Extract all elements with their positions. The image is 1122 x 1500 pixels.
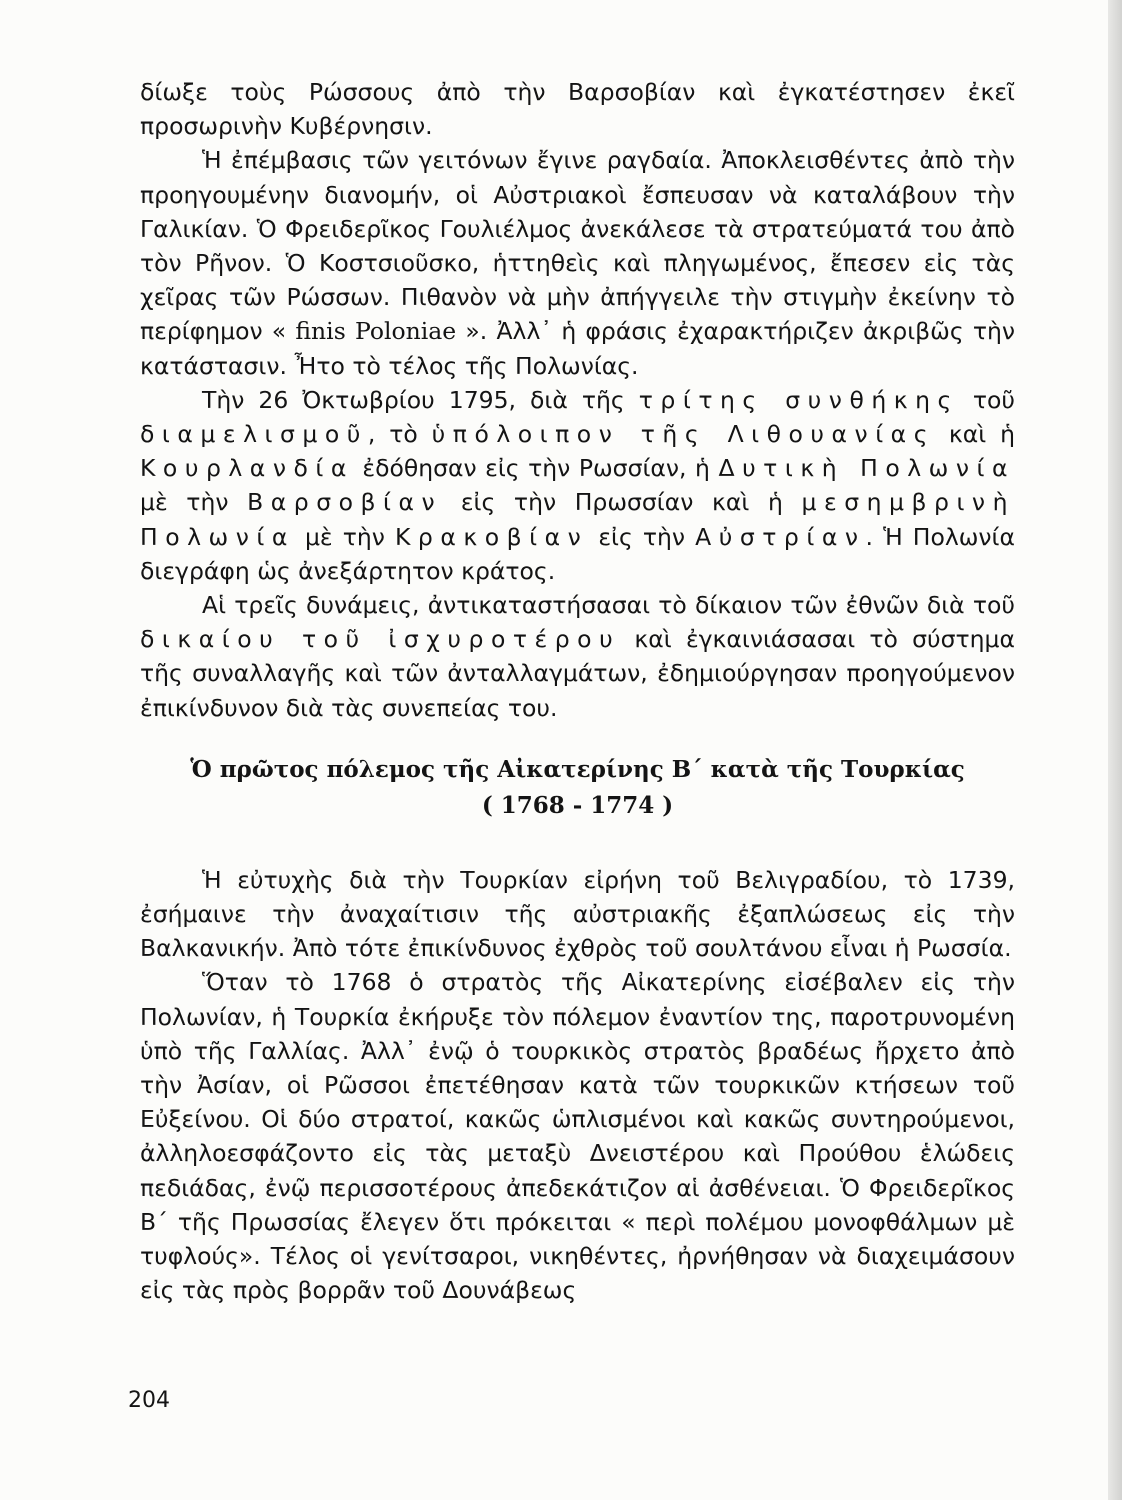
text-run: Ὅταν τὸ 1768 ὁ στρατὸς τῆς Αἰκατερίνης εἰσέβαλεν εἰς τὴν Πολωνίαν, ἡ Τουρκία ἐκήρυξε τὸν πόλεμον ἐναντίον της, παροτρυνομένη ὑπὸ τῆς Γαλλίας. Ἀλλ᾽ ἐνῷ ὁ τουρκικὸς στρατὸς βραδέως ἤρχετο ἀπὸ τὴν Ἀσίαν, οἱ Ρῶσσοι ἐπετέθησαν κατὰ τῶν τουρκικῶν κτήσεων τοῦ Εὐξείνου. Οἱ δύο στρατοί, κακῶς ὡπλισμένοι καὶ κακῶς συντηρούμενοι, ἀλληλοεσφάζοντο εἰς τὰς μεταξὺ Δνειστέρου καὶ Προύθου ἑλώδεις πεδιάδας, ἐνῷ περισσοτέρους ἀπεδεκάτιζον αἱ ἀσθένειαι. Ὁ Φρειδερῖκος Β΄ τῆς Πρωσσίας ἔλεγεν ὅτι πρόκειται « περὶ πολέμου μονοφθάλμων μὲ τυφλούς». Τέλος οἱ γενίτσαροι, νικηθέντες, ἠρνήθησαν νὰ διαχειμάσουν εἰς τὰς πρὸς βορρᾶν τοῦ Δουνάβεως xyxy=(140,968,1015,1305)
bottom-paragraphs xyxy=(140,863,1015,1308)
latin-quote-text: finis Poloniae xyxy=(295,317,457,346)
body-text xyxy=(140,75,1015,1308)
text-run: Ἡ εὐτυχὴς διὰ τὴν Τουρκίαν εἰρήνη τοῦ Βελιγραδίου, τὸ 1739, ἐσήμαινε τὴν ἀναχαίτισιν τῆς αὐστριακῆς ἐξαπλώσεως εἰς τὴν Βαλκανικήν. Ἀπὸ τότε ἐπικίνδυνος ἐχθρὸς τοῦ σουλτάνου εἶναι ἡ Ρωσσία. xyxy=(140,865,1015,963)
spaced-emphasis-text: μεσημβρινὴ Πολωνία xyxy=(140,488,1015,551)
spaced-emphasis-text: δικαίου τοῦ ἰσχυροτέρου xyxy=(140,625,621,654)
page-edge-shadow xyxy=(1108,0,1122,1500)
paragraph xyxy=(140,965,1015,1307)
spaced-emphasis-text: ὑπόλοιπον τῆς Λιθουανίας xyxy=(431,420,936,449)
text-run: ἐδόθησαν εἰς τὴν Ρωσσίαν, ἡ xyxy=(353,454,719,483)
spaced-emphasis-text: Δυτικὴ Πολωνία xyxy=(718,454,1015,483)
paragraph xyxy=(140,143,1015,382)
text-run: Ἡ ἐπέμβασις τῶν γειτόνων ἔγινε ραγδαία. Ἀποκλεισθέντες ἀπὸ τὴν προηγουμένην διανομήν, οἱ Αὐστριακοὶ ἔσπευσαν νὰ καταλάβουν τὴν Γαλικίαν. Ὁ Φρειδερῖκος Γουλιέλμος ἀνεκάλεσε τὰ στρατεύματά του ἀπὸ τὸν Ρῆνον. Ὁ Κοστσιοῦσκο, ἡττηθεὶς καὶ πληγωμένος, ἔπεσεν εἰς τὰς χεῖρας τῶν Ρώσσων. Πιθανὸν νὰ μὴν ἀπήγγειλε τὴν στιγμὴν ἐκείνην τὸ περίφημον « xyxy=(140,146,1015,346)
paragraph xyxy=(140,75,1015,143)
text-run: μὲ τὴν xyxy=(140,488,248,517)
text-run: τοῦ xyxy=(958,385,1016,414)
text-run: καὶ ἡ xyxy=(935,420,1015,449)
spaced-emphasis-text: διαμελισμοῦ xyxy=(140,420,368,449)
text-run: δίωξε τοὺς Ρώσσους ἀπὸ τὴν Βαρσοβίαν καὶ ἐγκατέστησεν ἐκεῖ προσωρινὴν Κυβέρνησιν. xyxy=(140,78,1015,141)
text-run: εἰς τὴν xyxy=(588,522,696,551)
spaced-emphasis-text: τρίτης συνθήκης xyxy=(638,385,959,414)
top-paragraphs xyxy=(140,75,1015,725)
section-heading-title: Ὁ πρῶτος πόλεμος τῆς Αἰκατερίνης Β΄ κατὰ τῆς Τουρκίας xyxy=(190,755,965,783)
text-run: ». Ἀλλ᾽ ἡ φράσις ἐχαρακτήριζεν ἀκριβῶς τὴν κατάστασιν. Ἦτο τὸ τέλος τῆς Πολωνίας. xyxy=(140,317,1015,380)
text-run: Τὴν 26 Ὀκτωβρίου 1795, διὰ τῆς xyxy=(202,385,639,414)
text-run: μὲ τὴν xyxy=(294,522,395,551)
spaced-emphasis-text: Κρακοβίαν xyxy=(394,522,589,551)
text-run: εἰς τὴν Πρωσσίαν καὶ ἡ xyxy=(442,488,802,517)
paragraph xyxy=(140,588,1015,725)
section-heading-years: ( 1768 - 1774 ) xyxy=(481,791,674,819)
page-number: 204 xyxy=(128,1388,170,1413)
spaced-emphasis-text: Αὐστρίαν xyxy=(695,522,866,551)
text-run: . Ἡ Πολωνία διεγράφη ὡς ἀνεξάρτητον κράτος. xyxy=(140,522,1016,585)
spaced-emphasis-text: Βαρσοβίαν xyxy=(247,488,443,517)
text-run: , τὸ xyxy=(367,420,432,449)
paragraph xyxy=(140,863,1015,966)
text-run: καὶ ἐγκαινιάσασαι τὸ σύστημα τῆς συναλλαγῆς καὶ τῶν ἀνταλλαγμάτων, ἐδημιούργησαν προηγούμενον ἐπικίνδυνον διὰ τὰς συνεπείας του. xyxy=(140,625,1015,722)
section-heading xyxy=(140,753,1015,823)
text-run: Αἱ τρεῖς δυνάμεις, ἀντικαταστήσασαι τὸ δίκαιον τῶν ἐθνῶν διὰ τοῦ xyxy=(202,591,1015,620)
paragraph xyxy=(140,383,1015,588)
spaced-emphasis-text: Κουρλανδία xyxy=(140,454,354,483)
